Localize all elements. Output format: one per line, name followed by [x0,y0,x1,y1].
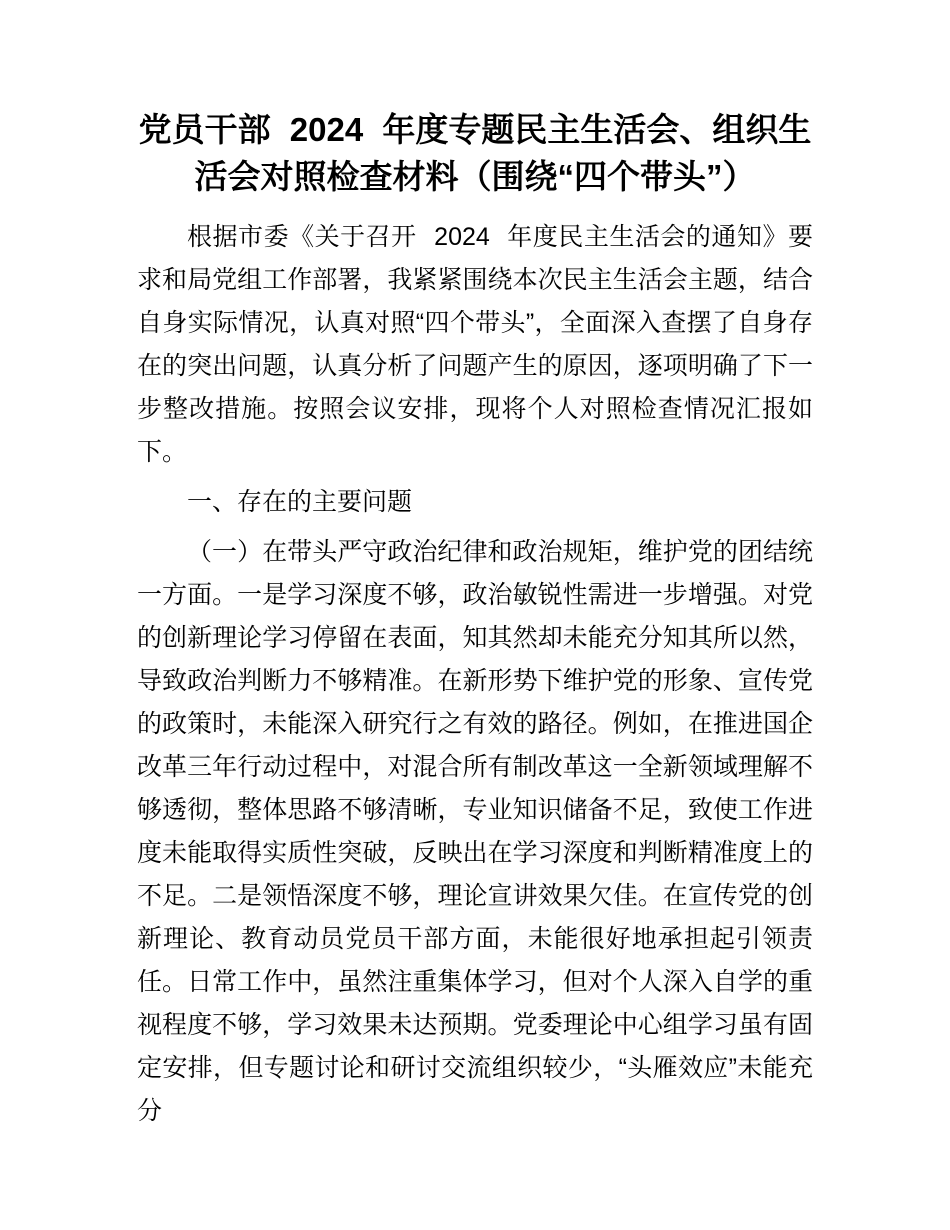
section-heading-main-problems: 一、存在的主要问题 [187,488,413,516]
paragraph-section-one-body: （一）在带头严守政治纪律和政治规矩，维护党的团结统一方面。一是学习深度不够，政治敏锐性需进一步增强。对党的创新理论学习停留在表面，知其然却未能充分知其所以然，导致政治判断力不够精准。在新形势下维护党的形象、宣传党的政策时，未能深入研究行之有效的路径。例如，在推进国企改革三年行动过程中，对混合所有制改革这一全新领域理解不够透彻，整体思路不够清晰，专业知识储备不足，致使工作进度未能取得实质性突破，反映出在学习深度和判断精准度上的不足。二是领悟深度不够，理论宣讲效果欠佳。在宣传党的创新理论、教育动员党员干部方面，未能很好地承担起引领责任。日常工作中，虽然注重集体学习，但对个人深入自学的重视程度不够，学习效果未达预期。党委理论中心组学习虽有固定安排，但专题讨论和研讨交流组织较少，“头雁效应”未能充分 [137,538,813,1125]
document-title-line-1: 党员干部 2024 年度专题民主生活会、组织生 [138,111,812,148]
document-title-line-2: 活会对照检查材料（围绕“四个带头”） [194,158,756,195]
paragraph-intro: 根据市委《关于召开 2024 年度民主生活会的通知》要求和局党组工作部署，我紧紧围绕本次民主生活会主题，结合自身实际情况，认真对照“四个带头”，全面深入查摆了自身存在的突出问题，认真分析了问题产生的原因，逐项明确了下一步整改措施。按照会议安排，现将个人对照检查情况汇报如下。 [137,223,813,466]
document-title [137,106,813,200]
